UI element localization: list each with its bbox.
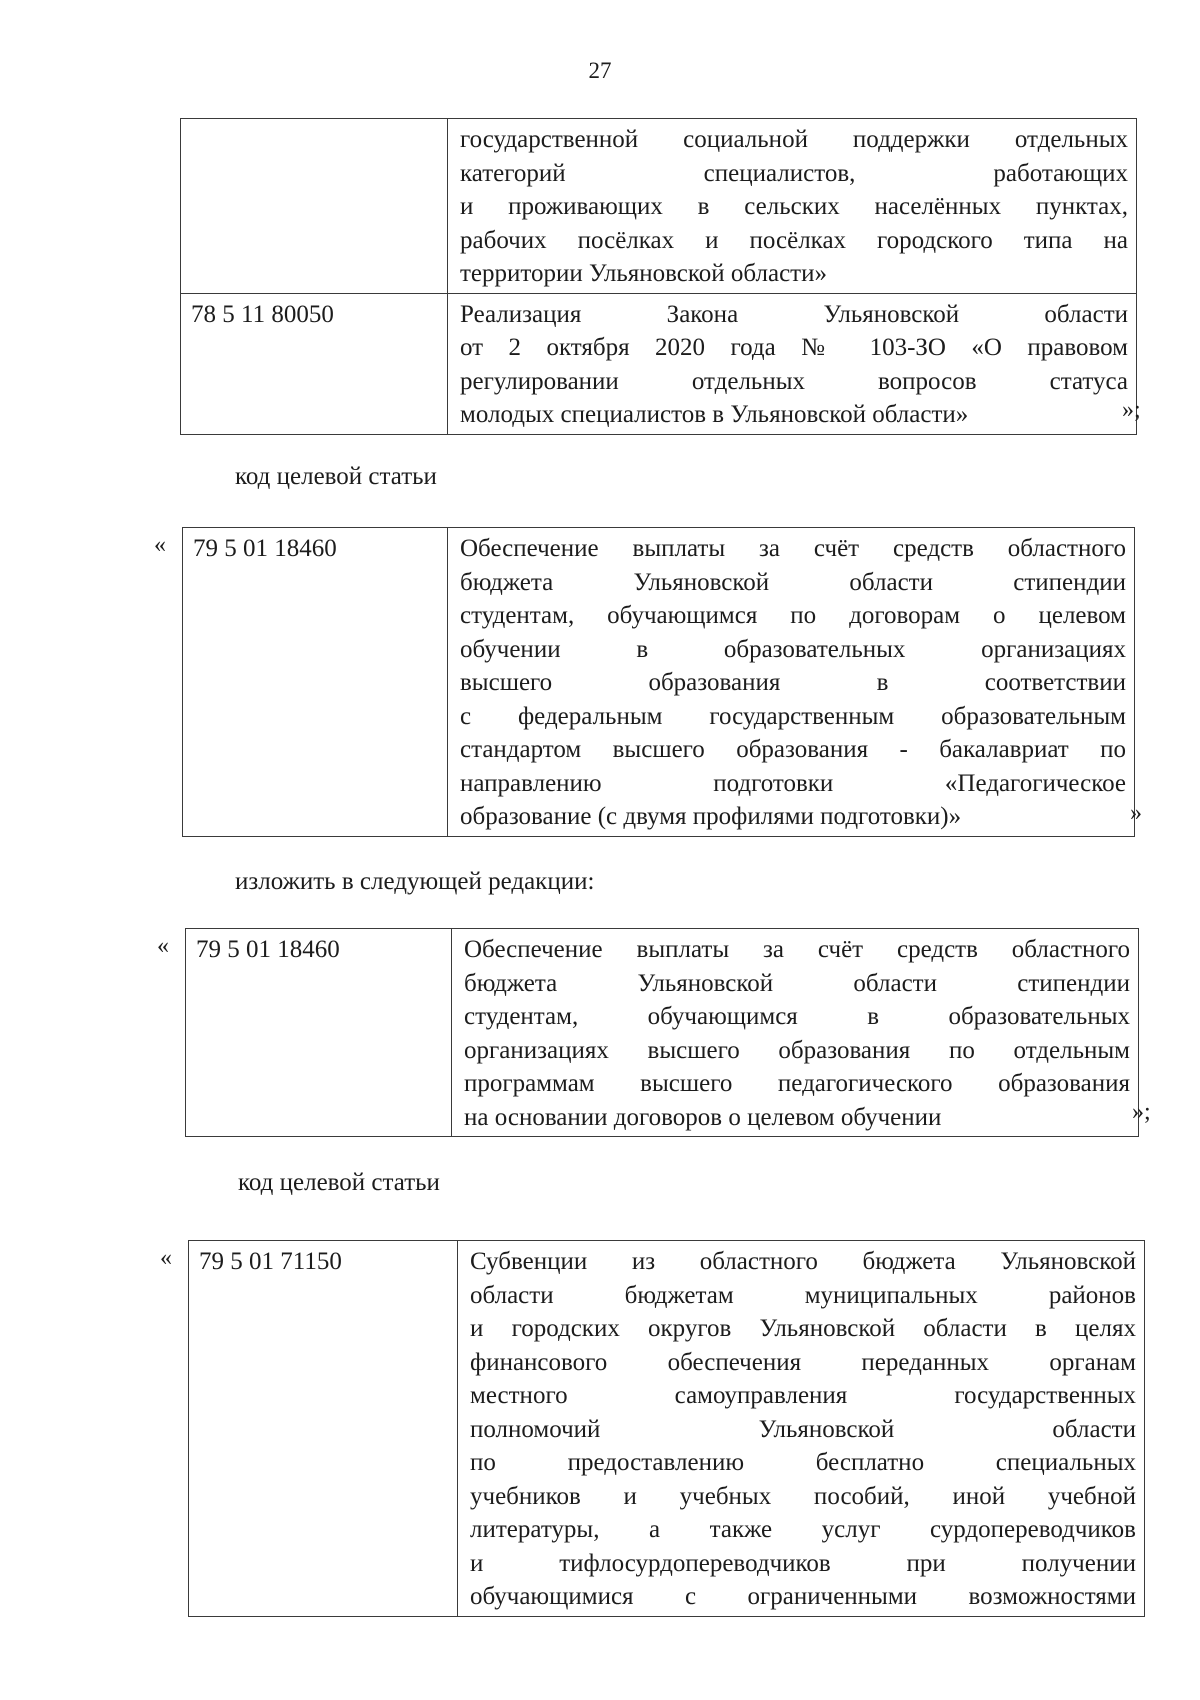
description-line: полномочий Ульяновской области bbox=[470, 1415, 1136, 1443]
description-line: направлению подготовки «Педагогическое bbox=[460, 769, 1126, 797]
description-cell bbox=[458, 1241, 1145, 1617]
description-line: обучающимися с ограниченными возможностями bbox=[470, 1583, 1136, 1610]
description-line: Субвенции из областного бюджета Ульяновской bbox=[470, 1248, 1136, 1275]
description-line: на основании договоров о целевом обучении bbox=[464, 1103, 942, 1131]
description-line: государственной социальной поддержки отдельных bbox=[460, 126, 1128, 153]
code-cell bbox=[181, 119, 448, 294]
closing-quote: » bbox=[1130, 800, 1142, 826]
description-line: бюджета Ульяновской области стипендии bbox=[460, 568, 1126, 596]
code-cell: 79 5 01 18460 bbox=[183, 528, 448, 837]
description-line: местного самоуправления государственных bbox=[470, 1382, 1136, 1409]
description-line: категорий специалистов, работающих bbox=[460, 159, 1128, 187]
description-line: регулировании отдельных вопросов статуса bbox=[460, 367, 1128, 395]
code-cell: 79 5 01 18460 bbox=[186, 929, 452, 1137]
description-line: студентам, обучающимся в образовательных bbox=[464, 1003, 1130, 1030]
description-line: Реализация Закона Ульяновской области bbox=[460, 300, 1128, 328]
description-cell bbox=[448, 119, 1137, 294]
table-row bbox=[183, 528, 1135, 837]
description-cell bbox=[452, 929, 1139, 1137]
code-cell: 78 5 11 80050 bbox=[181, 293, 448, 434]
description-line: и тифлосурдопереводчиков при получении bbox=[470, 1549, 1136, 1577]
description-line: Обеспечение выплаты за счёт средств областного bbox=[460, 535, 1126, 562]
target-article-table-new bbox=[185, 928, 1139, 1137]
target-article-table-continued bbox=[180, 118, 1137, 435]
description-line: литературы, а также услуг сурдопереводчиков bbox=[470, 1516, 1136, 1543]
description-line: учебников и учебных пособий, иной учебной bbox=[470, 1482, 1136, 1510]
caption-target-article-code: код целевой статьи bbox=[238, 1169, 440, 1196]
table-row bbox=[181, 293, 1137, 434]
caption-target-article-code: код целевой статьи bbox=[235, 463, 437, 490]
description-line: студентам, обучающимся по договорам о целевом bbox=[460, 602, 1126, 629]
description-line: бюджета Ульяновской области стипендии bbox=[464, 969, 1130, 997]
description-line: области бюджетам муниципальных районов bbox=[470, 1281, 1136, 1309]
description-line: территории Ульяновской области» bbox=[460, 260, 827, 287]
closing-quote: »; bbox=[1132, 1099, 1151, 1125]
description-line: обучении в образовательных организациях bbox=[460, 635, 1126, 663]
description-line: образование (с двумя профилями подготовки)» bbox=[460, 803, 962, 830]
description-line: по предоставлению бесплатно специальных bbox=[470, 1449, 1136, 1476]
target-article-table-subventions bbox=[188, 1240, 1145, 1617]
description-line: программам высшего педагогического образования bbox=[464, 1070, 1130, 1097]
closing-quote: »; bbox=[1122, 397, 1141, 423]
code-cell: 79 5 01 71150 bbox=[189, 1241, 458, 1617]
table-row bbox=[189, 1241, 1145, 1617]
description-line: от 2 октября 2020 года № 103-ЗО «О правовом bbox=[460, 334, 1128, 361]
page-number: 27 bbox=[588, 58, 612, 83]
description-line: молодых специалистов в Ульяновской области» bbox=[460, 401, 969, 428]
description-line: высшего образования в соответствии bbox=[460, 669, 1126, 696]
description-line: и проживающих в сельских населённых пунктах, bbox=[460, 193, 1128, 220]
table-row bbox=[186, 929, 1139, 1137]
description-line: финансового обеспечения переданных органам bbox=[470, 1348, 1136, 1376]
description-line: Обеспечение выплаты за счёт средств областного bbox=[464, 936, 1130, 963]
description-line: организациях высшего образования по отдельным bbox=[464, 1036, 1130, 1064]
opening-quote: « bbox=[157, 933, 169, 959]
caption-new-edition: изложить в следующей редакции: bbox=[235, 868, 595, 895]
description-cell bbox=[448, 528, 1135, 837]
description-line: стандартом высшего образования - бакалавриат по bbox=[460, 736, 1126, 763]
opening-quote: « bbox=[160, 1245, 172, 1271]
target-article-table-old bbox=[182, 527, 1135, 837]
description-line: и городских округов Ульяновской области в целях bbox=[470, 1315, 1136, 1342]
description-line: рабочих посёлках и посёлках городского типа на bbox=[460, 226, 1128, 254]
description-line: с федеральным государственным образовательным bbox=[460, 702, 1126, 730]
description-cell bbox=[448, 293, 1137, 434]
table-row bbox=[181, 119, 1137, 294]
opening-quote: « bbox=[154, 532, 166, 558]
